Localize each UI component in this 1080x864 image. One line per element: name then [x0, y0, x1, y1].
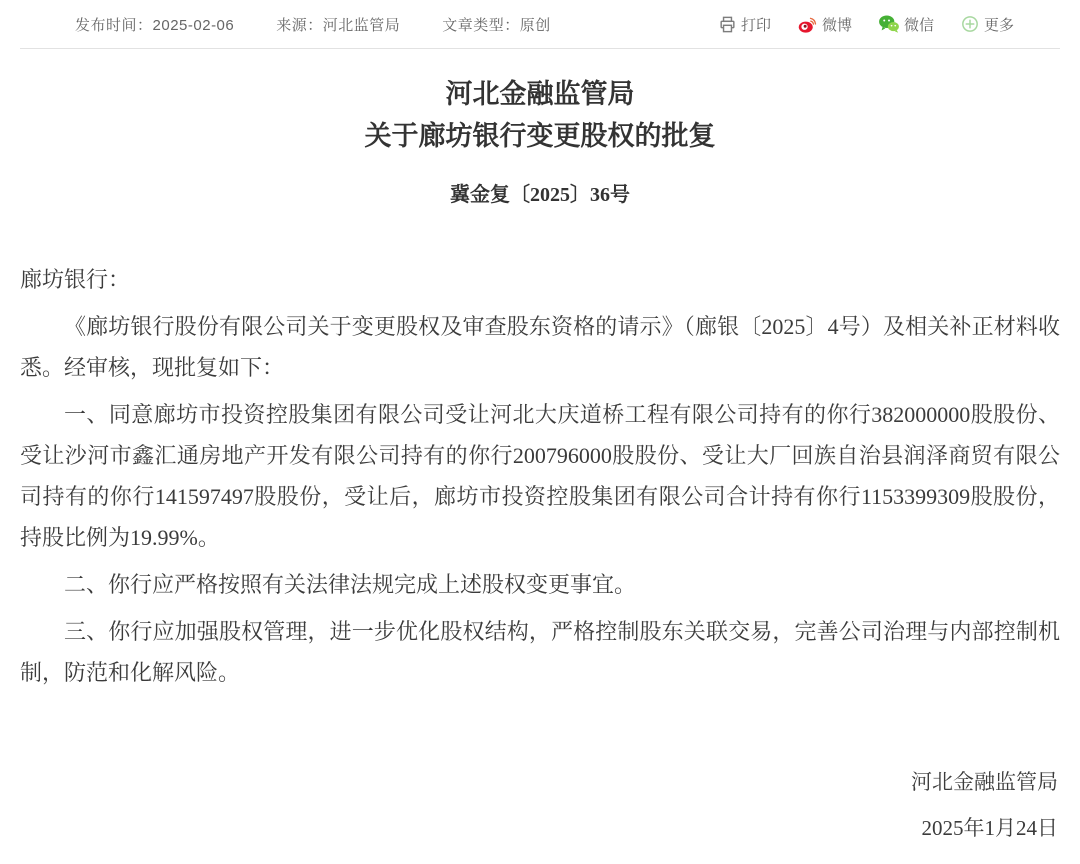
more-share-button[interactable]: [960, 14, 1014, 35]
wechat-icon: [878, 13, 900, 35]
signature-org: 河北金融监管局: [911, 770, 1058, 794]
title-line-2: 关于廊坊银行变更股权的批复: [364, 121, 716, 151]
wechat-label: 微信: [903, 16, 934, 34]
print-button[interactable]: [718, 14, 771, 35]
signature-date: 2025年1月24日: [921, 816, 1058, 840]
share-toolbar: [718, 13, 1014, 35]
salutation: 廊坊银行：: [20, 267, 131, 292]
document-body: [20, 259, 1060, 693]
weibo-share-button[interactable]: [797, 14, 852, 35]
document-number: 冀金复〔2025〕36号: [450, 184, 630, 206]
official-document: [0, 73, 1080, 851]
printer-icon: [718, 15, 737, 34]
signature-block: [20, 759, 1060, 851]
article-type: [442, 14, 551, 35]
paragraph-item-3: 三、你行应加强股权管理，进一步优化股权结构，严格控制股东关联交易，完善公司治理与内部控制机制，防范和化解风险。: [20, 619, 1060, 685]
weibo-icon: [797, 14, 818, 35]
paragraph-item-1: 一、同意廊坊市投资控股集团有限公司受让河北大庆道桥工程有限公司持有的你行382000000股股份、受让沙河市鑫汇通房地产开发有限公司持有的你行200796000股股份、受让大厂回族自治县润泽商贸有限公司持有的你行141597497股股份，受让后，廊坊市投资控股集团有限公司合计持有你行1153399309股股份，持股比例为19.99%。: [20, 402, 1060, 550]
page-title: [20, 73, 1060, 157]
paragraph-intro: 《廊坊银行股份有限公司关于变更股权及审查股东资格的请示》（廊银〔2025〕4号）及相关补正材料收悉。经审核，现批复如下：: [20, 314, 1060, 380]
publish-time-label: 发布时间：: [75, 16, 153, 34]
article-type-label: 文章类型：: [442, 16, 520, 34]
publish-time: [75, 14, 234, 35]
paragraph-item-2: 二、你行应严格按照有关法律法规完成上述股权变更事宜。: [64, 572, 637, 597]
publish-time-value: 2025-02-06: [152, 16, 235, 34]
article-meta-bar: [0, 0, 1080, 48]
source-label: 来源：: [276, 16, 323, 34]
source: [276, 14, 400, 35]
source-value: 河北监管局: [322, 16, 401, 34]
header-divider: [20, 48, 1060, 49]
meta-info: [75, 14, 551, 35]
wechat-share-button[interactable]: [878, 13, 934, 35]
weibo-label: 微博: [821, 16, 852, 34]
print-label: 打印: [740, 16, 771, 34]
title-line-1: 河北金融监管局: [445, 79, 635, 109]
article-type-value: 原创: [519, 16, 551, 34]
plus-circle-icon: [960, 14, 980, 34]
more-label: 更多: [983, 16, 1014, 34]
